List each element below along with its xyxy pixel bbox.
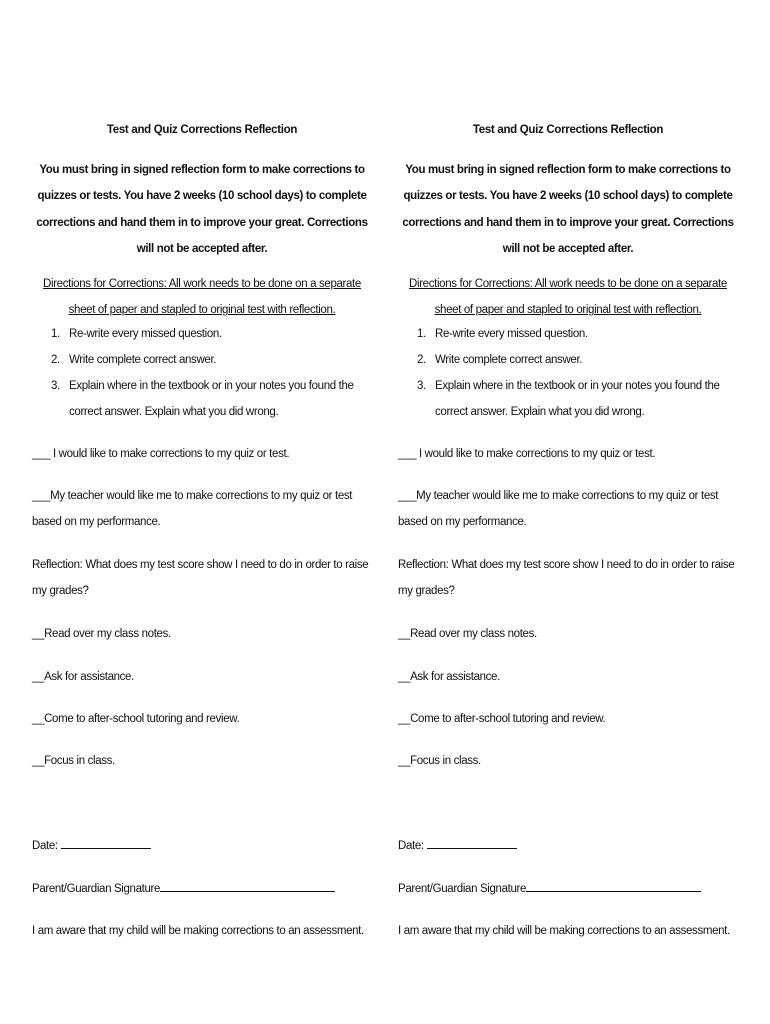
step-item — [32, 373, 369, 425]
step-number: 1. — [417, 328, 426, 340]
form-right — [398, 0, 738, 1024]
step-text: Explain where in the textbook or in your notes you found the correct answer. Explain what you did wrong. — [435, 380, 720, 418]
checkbox-student-request[interactable]: ___ I would like to make corrections to my quiz or test. — [32, 448, 290, 460]
step-item — [398, 373, 735, 425]
date-line — [398, 833, 738, 859]
step-text: Re-write every missed question. — [69, 328, 222, 340]
option-tutoring[interactable]: __Come to after-school tutoring and review. — [398, 713, 606, 725]
option-focus[interactable]: __Focus in class. — [398, 755, 481, 767]
step-item — [398, 347, 735, 373]
steps-list — [32, 321, 369, 425]
step-text: Write complete correct answer. — [435, 354, 583, 366]
option-read-notes[interactable]: __Read over my class notes. — [398, 628, 537, 640]
checkbox-student-request[interactable]: ___ I would like to make corrections to my quiz or test. — [398, 448, 656, 460]
date-field[interactable] — [61, 836, 151, 849]
aware-statement: I am aware that my child will be making corrections to an assessment. — [32, 925, 364, 937]
step-text: Re-write every missed question. — [435, 328, 588, 340]
steps-list — [398, 321, 735, 425]
date-label: Date: — [32, 840, 58, 852]
signature-label: Parent/Guardian Signature — [398, 883, 527, 895]
directions-text: Directions for Corrections: All work needs to be done on a separate sheet of paper and stapled to original test with reflection. — [409, 278, 727, 317]
option-ask-assistance[interactable]: __Ask for assistance. — [398, 671, 500, 683]
step-number: 1. — [51, 328, 60, 340]
date-label: Date: — [398, 840, 424, 852]
step-text: Write complete correct answer. — [69, 354, 217, 366]
option-ask-assistance[interactable]: __Ask for assistance. — [32, 671, 134, 683]
directions-text: Directions for Corrections: All work needs to be done on a separate sheet of paper and stapled to original test with reflection. — [43, 278, 361, 317]
option-focus[interactable]: __Focus in class. — [32, 755, 115, 767]
signature-line — [398, 876, 738, 902]
reflection-prompt: Reflection: What does my test score show I need to do in order to raise my grades? — [398, 559, 735, 598]
aware-statement: I am aware that my child will be making corrections to an assessment. — [398, 925, 730, 937]
signature-label: Parent/Guardian Signature — [32, 883, 161, 895]
option-read-notes[interactable]: __Read over my class notes. — [32, 628, 171, 640]
intro-text: You must bring in signed reflection form to make corrections to quizzes or tests. You have 2 weeks (10 school days) to complete corrections and hand them in to improve your great. Corrections will not be accepted after. — [36, 164, 368, 255]
date-field[interactable] — [427, 836, 517, 849]
step-text: Explain where in the textbook or in your notes you found the correct answer. Explain what you did wrong. — [69, 380, 354, 418]
option-tutoring[interactable]: __Come to after-school tutoring and review. — [32, 713, 240, 725]
step-item — [32, 347, 369, 373]
checkbox-teacher-request[interactable]: ___My teacher would like me to make corrections to my quiz or test based on my performance. — [32, 490, 353, 529]
form-title: Test and Quiz Corrections Reflection — [472, 124, 664, 136]
step-item — [32, 321, 369, 347]
step-number: 3. — [51, 380, 60, 392]
step-number: 2. — [51, 354, 60, 366]
reflection-prompt: Reflection: What does my test score show I need to do in order to raise my grades? — [32, 559, 369, 598]
step-number: 2. — [417, 354, 426, 366]
step-number: 3. — [417, 380, 426, 392]
date-line — [32, 833, 372, 859]
step-item — [398, 321, 735, 347]
form-left — [32, 0, 372, 1024]
intro-text: You must bring in signed reflection form to make corrections to quizzes or tests. You have 2 weeks (10 school days) to complete corrections and hand them in to improve your great. Corrections will not be accepted after. — [402, 164, 734, 255]
checkbox-teacher-request[interactable]: ___My teacher would like me to make corrections to my quiz or test based on my performance. — [398, 490, 719, 529]
form-title: Test and Quiz Corrections Reflection — [106, 124, 298, 136]
signature-field[interactable] — [526, 879, 701, 892]
signature-line — [32, 876, 372, 902]
signature-field[interactable] — [160, 879, 335, 892]
